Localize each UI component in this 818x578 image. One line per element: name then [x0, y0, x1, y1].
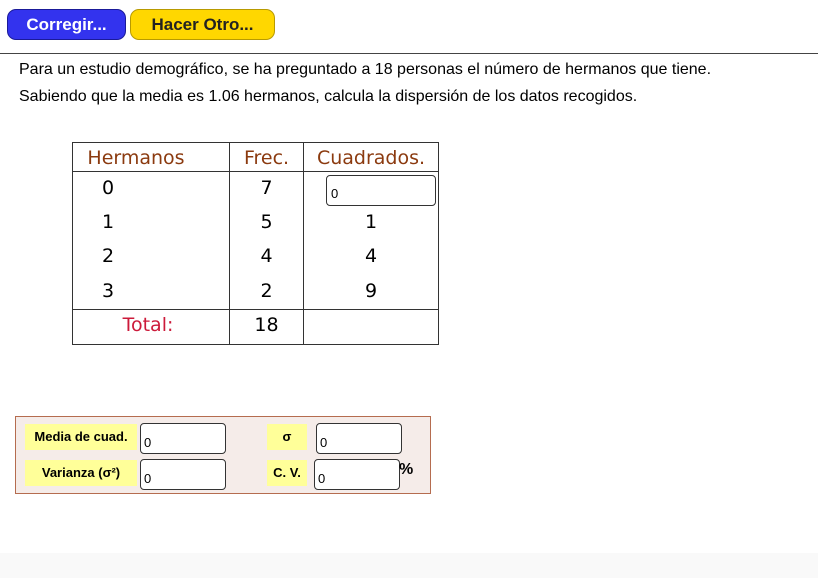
corregir-button[interactable]: Corregir...	[7, 9, 126, 40]
header-divider	[0, 53, 818, 54]
media-cuad-input[interactable]	[140, 423, 226, 454]
table-cell-frec: 5	[260, 211, 273, 233]
cv-label: C. V.	[267, 460, 307, 486]
table-cell-hermanos: 0	[101, 177, 115, 199]
table-cell-cuadrado: 1	[364, 211, 378, 233]
table-cell-frec: 7	[260, 177, 273, 199]
table-cell-hermanos: 2	[101, 245, 115, 267]
cuadrado-input[interactable]	[326, 175, 436, 206]
table-total-frec: 18	[254, 314, 279, 336]
statement-line-2: Sabiendo que la media es 1.06 hermanos, calcula la dispersión de los datos recogidos.	[19, 88, 638, 105]
table-cell-cuadrado: 9	[364, 280, 378, 302]
table-header-hermanos: Hermanos	[87, 147, 185, 169]
statement-line-1: Para un estudio demográfico, se ha preguntado a 18 personas el número de hermanos que tiene.	[19, 61, 712, 78]
varianza-label: Varianza (σ²)	[25, 460, 137, 486]
sigma-label: σ	[267, 424, 307, 450]
table-cell-hermanos: 1	[101, 211, 115, 233]
table-cell-cuadrado: 4	[364, 245, 378, 267]
table-header-frec: Frec.	[243, 147, 290, 169]
hacer-otro-button[interactable]: Hacer Otro...	[130, 9, 275, 40]
table-header-divider	[73, 171, 438, 172]
results-panel	[15, 416, 431, 494]
cv-input[interactable]	[314, 459, 400, 490]
media-cuad-label: Media de cuad.	[25, 424, 137, 450]
table-cell-frec: 4	[260, 245, 273, 267]
table-cell-frec: 2	[260, 280, 273, 302]
table-header-cuadrados: Cuadrados.	[316, 147, 426, 169]
frequency-table	[72, 142, 439, 345]
table-cell-hermanos: 3	[101, 280, 115, 302]
table-total-label: Total:	[122, 314, 174, 336]
table-total-divider	[73, 309, 438, 310]
varianza-input[interactable]	[140, 459, 226, 490]
table-column-divider	[303, 143, 304, 344]
footer-bar	[0, 553, 818, 578]
cv-percent-unit: %	[399, 461, 414, 478]
sigma-input[interactable]	[316, 423, 402, 454]
